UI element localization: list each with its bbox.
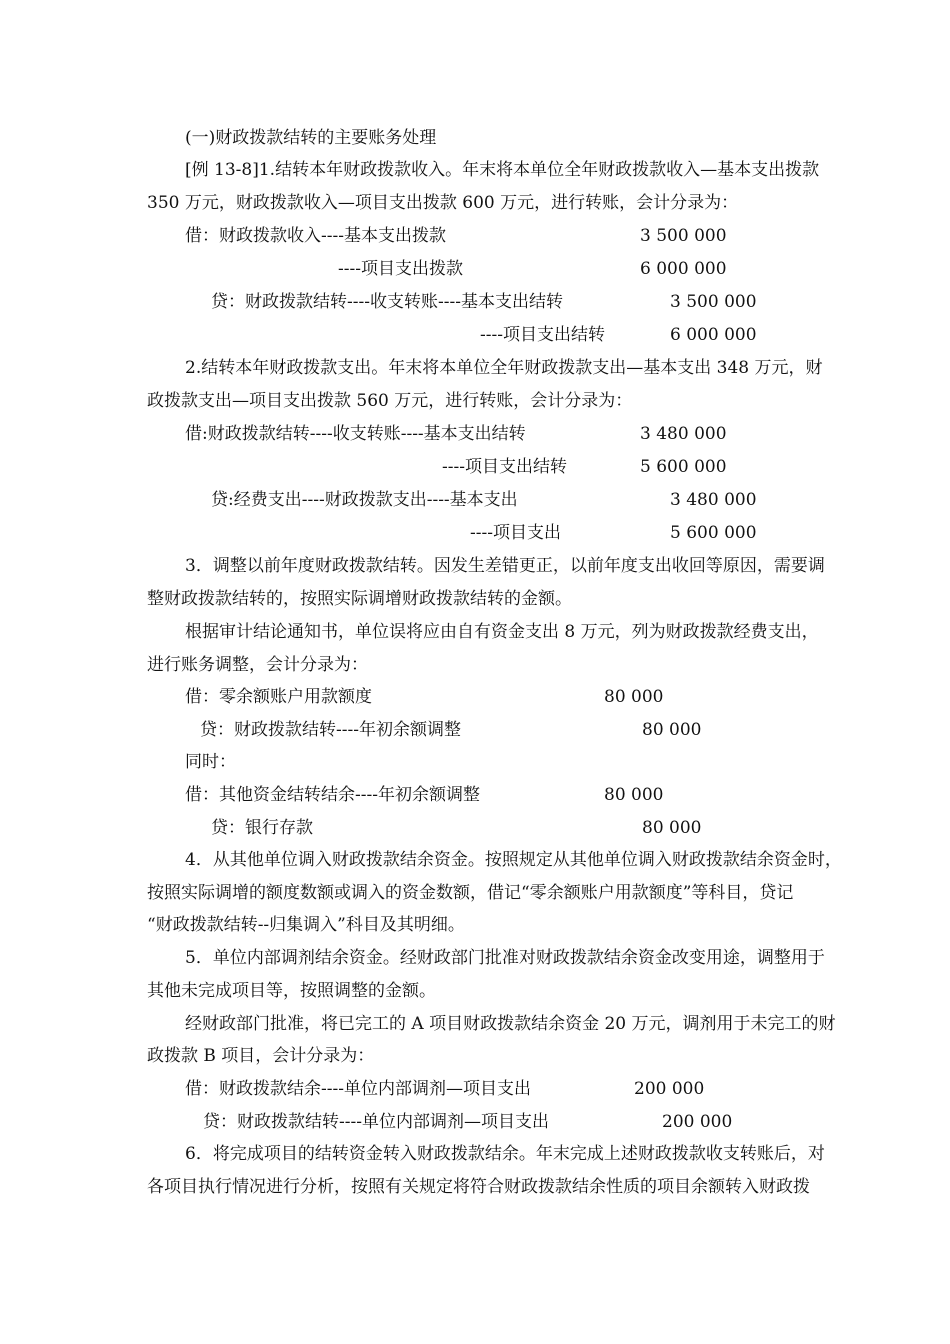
journal-entry-text: ----项目支出结转 <box>442 457 567 477</box>
journal-entry-text: 贷：财政拨款结转----收支转账----基本支出结转 <box>211 292 563 312</box>
paragraph-line: 进行账务调整，会计分录为： <box>147 655 368 675</box>
journal-entry-amount: 80 000 <box>604 687 664 707</box>
journal-entry-text: 贷：财政拨款结转----年初余额调整 <box>200 720 461 740</box>
paragraph-line: 整财政拨款结转的，按照实际调增财政拨款结转的金额。 <box>147 589 572 609</box>
journal-entry-text: 贷:经费支出----财政拨款支出----基本支出 <box>211 490 518 510</box>
journal-entry-amount: 5 600 000 <box>670 523 757 543</box>
journal-entry-amount: 200 000 <box>662 1112 733 1132</box>
journal-entry-text: 借：零余额账户用款额度 <box>185 687 372 707</box>
journal-entry-amount: 80 000 <box>642 818 702 838</box>
paragraph-line: 2.结转本年财政拨款支出。年末将本单位全年财政拨款支出—基本支出 348 万元，财 <box>185 358 823 378</box>
paragraph-line: 4．从其他单位调入财政拨款结余资金。按照规定从其他单位调入财政拨款结余资金时， <box>185 850 842 870</box>
paragraph-line: 3．调整以前年度财政拨款结转。因发生差错更正，以前年度支出收回等原因，需要调 <box>185 556 825 576</box>
paragraph-line: 政拨款 B 项目，会计分录为： <box>147 1046 375 1066</box>
paragraph-line: 政拨款支出—项目支出拨款 560 万元，进行转账，会计分录为： <box>147 391 633 411</box>
section-heading: (一)财政拨款结转的主要账务处理 <box>185 128 437 148</box>
paragraph-line: 根据审计结论通知书，单位误将应由自有资金支出 8 万元，列为财政拨款经费支出， <box>185 622 819 642</box>
journal-entry-amount: 6 000 000 <box>640 259 727 279</box>
journal-entry-amount: 80 000 <box>604 785 664 805</box>
paragraph-line: 按照实际调增的额度数额或调入的资金数额，借记“零余额账户用款额度”等科目，贷记 <box>147 883 794 903</box>
paragraph-line: [例 13-8]1.结转本年财政拨款收入。年末将本单位全年财政拨款收入—基本支出拨款 <box>185 160 820 180</box>
paragraph-line: 5．单位内部调剂结余资金。经财政部门批准对财政拨款结余资金改变用途，调整用于 <box>185 948 825 968</box>
journal-entry-amount: 3 480 000 <box>640 424 727 444</box>
journal-entry-text: 借：财政拨款收入----基本支出拨款 <box>185 226 446 246</box>
paragraph-line: 各项目执行情况进行分析，按照有关规定将符合财政拨款结余性质的项目余额转入财政拨 <box>147 1177 810 1197</box>
journal-entry-amount: 200 000 <box>634 1079 705 1099</box>
paragraph-line: 经财政部门批准，将已完工的 A 项目财政拨款结余资金 20 万元，调剂用于未完工的财 <box>185 1014 836 1034</box>
journal-entry-text: ----项目支出 <box>470 523 561 543</box>
paragraph-line: 350 万元，财政拨款收入—项目支出拨款 600 万元，进行转账，会计分录为： <box>147 193 739 213</box>
journal-entry-amount: 3 500 000 <box>670 292 757 312</box>
journal-entry-amount: 3 500 000 <box>640 226 727 246</box>
journal-entry-text: 贷：银行存款 <box>211 818 313 838</box>
journal-entry-text: 借：财政拨款结余----单位内部调剂—项目支出 <box>185 1079 531 1099</box>
paragraph-line: “财政拨款结转--归集调入”科目及其明细。 <box>147 915 465 935</box>
paragraph-line: 其他未完成项目等，按照调整的金额。 <box>147 981 436 1001</box>
journal-entry-amount: 80 000 <box>642 720 702 740</box>
paragraph-line: 6．将完成项目的结转资金转入财政拨款结余。年末完成上述财政拨款收支转账后，对 <box>185 1144 825 1164</box>
journal-entry-text: 借:财政拨款结转----收支转账----基本支出结转 <box>185 424 526 444</box>
journal-entry-amount: 3 480 000 <box>670 490 757 510</box>
journal-entry-text: 贷：财政拨款结转----单位内部调剂—项目支出 <box>203 1112 549 1132</box>
journal-entry-amount: 5 600 000 <box>640 457 727 477</box>
journal-entry-amount: 6 000 000 <box>670 325 757 345</box>
journal-entry-text: ----项目支出结转 <box>480 325 605 345</box>
journal-entry-text: ----项目支出拨款 <box>338 259 463 279</box>
paragraph-line: 同时： <box>185 752 236 772</box>
journal-entry-text: 借：其他资金结转结余----年初余额调整 <box>185 785 480 805</box>
